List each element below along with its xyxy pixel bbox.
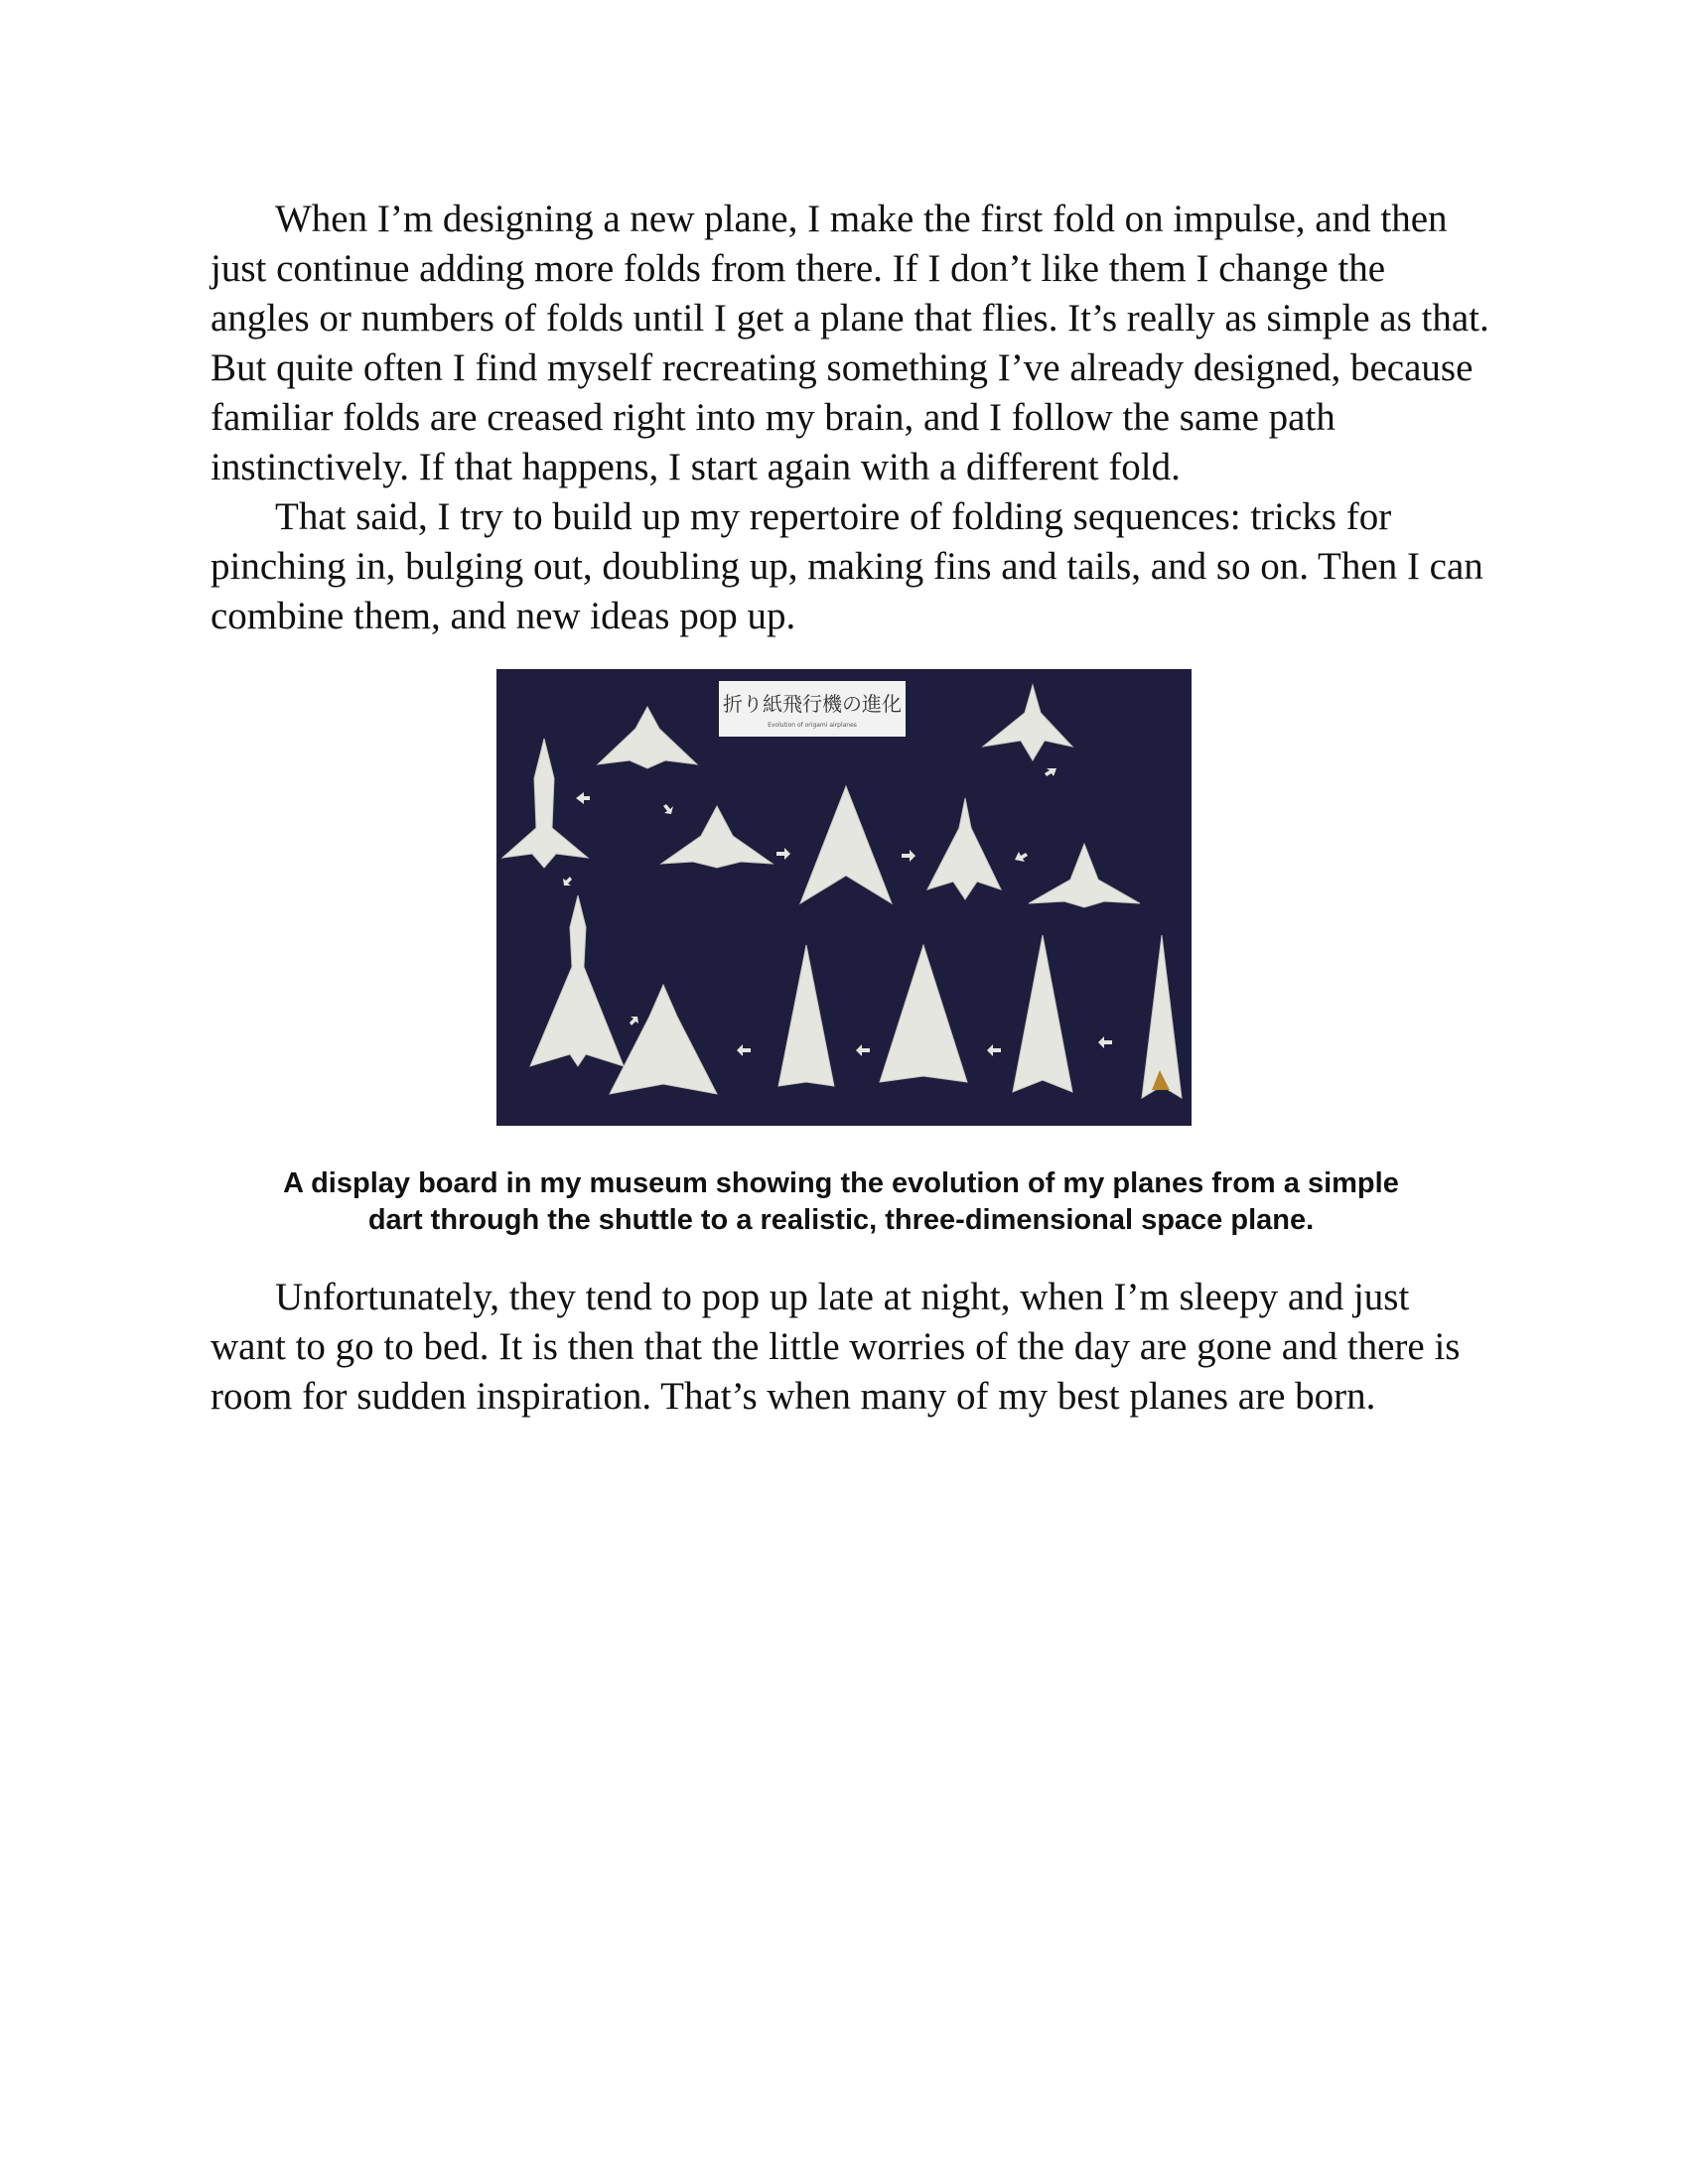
paragraph-2: That said, I try to build up my repertoire of folding sequences: tricks for pinching in, bulging out, doubling up, making fins and tails, and so on. Then I can combine them, and new ideas pop up. — [211, 495, 1483, 637]
caption-line-2: dart through the shuttle to a realistic, three-dimensional space plane. — [367, 1204, 1315, 1236]
paragraph-1: When I’m designing a new plane, I make the first fold on impulse, and then just continue adding more folds from there. If I don’t like them I change the angles or numbers of folds until I get a plane that flies. It’s really as simple as that. But quite often I find myself recreating something I’ve already designed, because familiar folds are creased right into my brain, and I follow the same path instinctively. If that happens, I start again with a different fold. — [211, 198, 1489, 488]
paragraph-3: Unfortunately, they tend to pop up late at night, when I’m sleepy and just want to go to bed. It is then that the little worries of the day are gone and there is room for sudden inspiration. That’s when many of my best planes are born. — [211, 1276, 1461, 1418]
board-subtitle: Evolution of origami airplanes — [768, 722, 857, 729]
document-page — [211, 195, 1491, 1422]
museum-display-photo — [496, 669, 1192, 1126]
board-title: 折り紙飛行機の進化 — [723, 692, 902, 716]
figure-caption — [211, 1165, 1472, 1239]
board-title-placard — [719, 681, 906, 737]
caption-line-1: A display board in my museum showing the evolution of my planes from a simple — [283, 1167, 1399, 1199]
display-board-illustration — [496, 669, 1192, 1126]
